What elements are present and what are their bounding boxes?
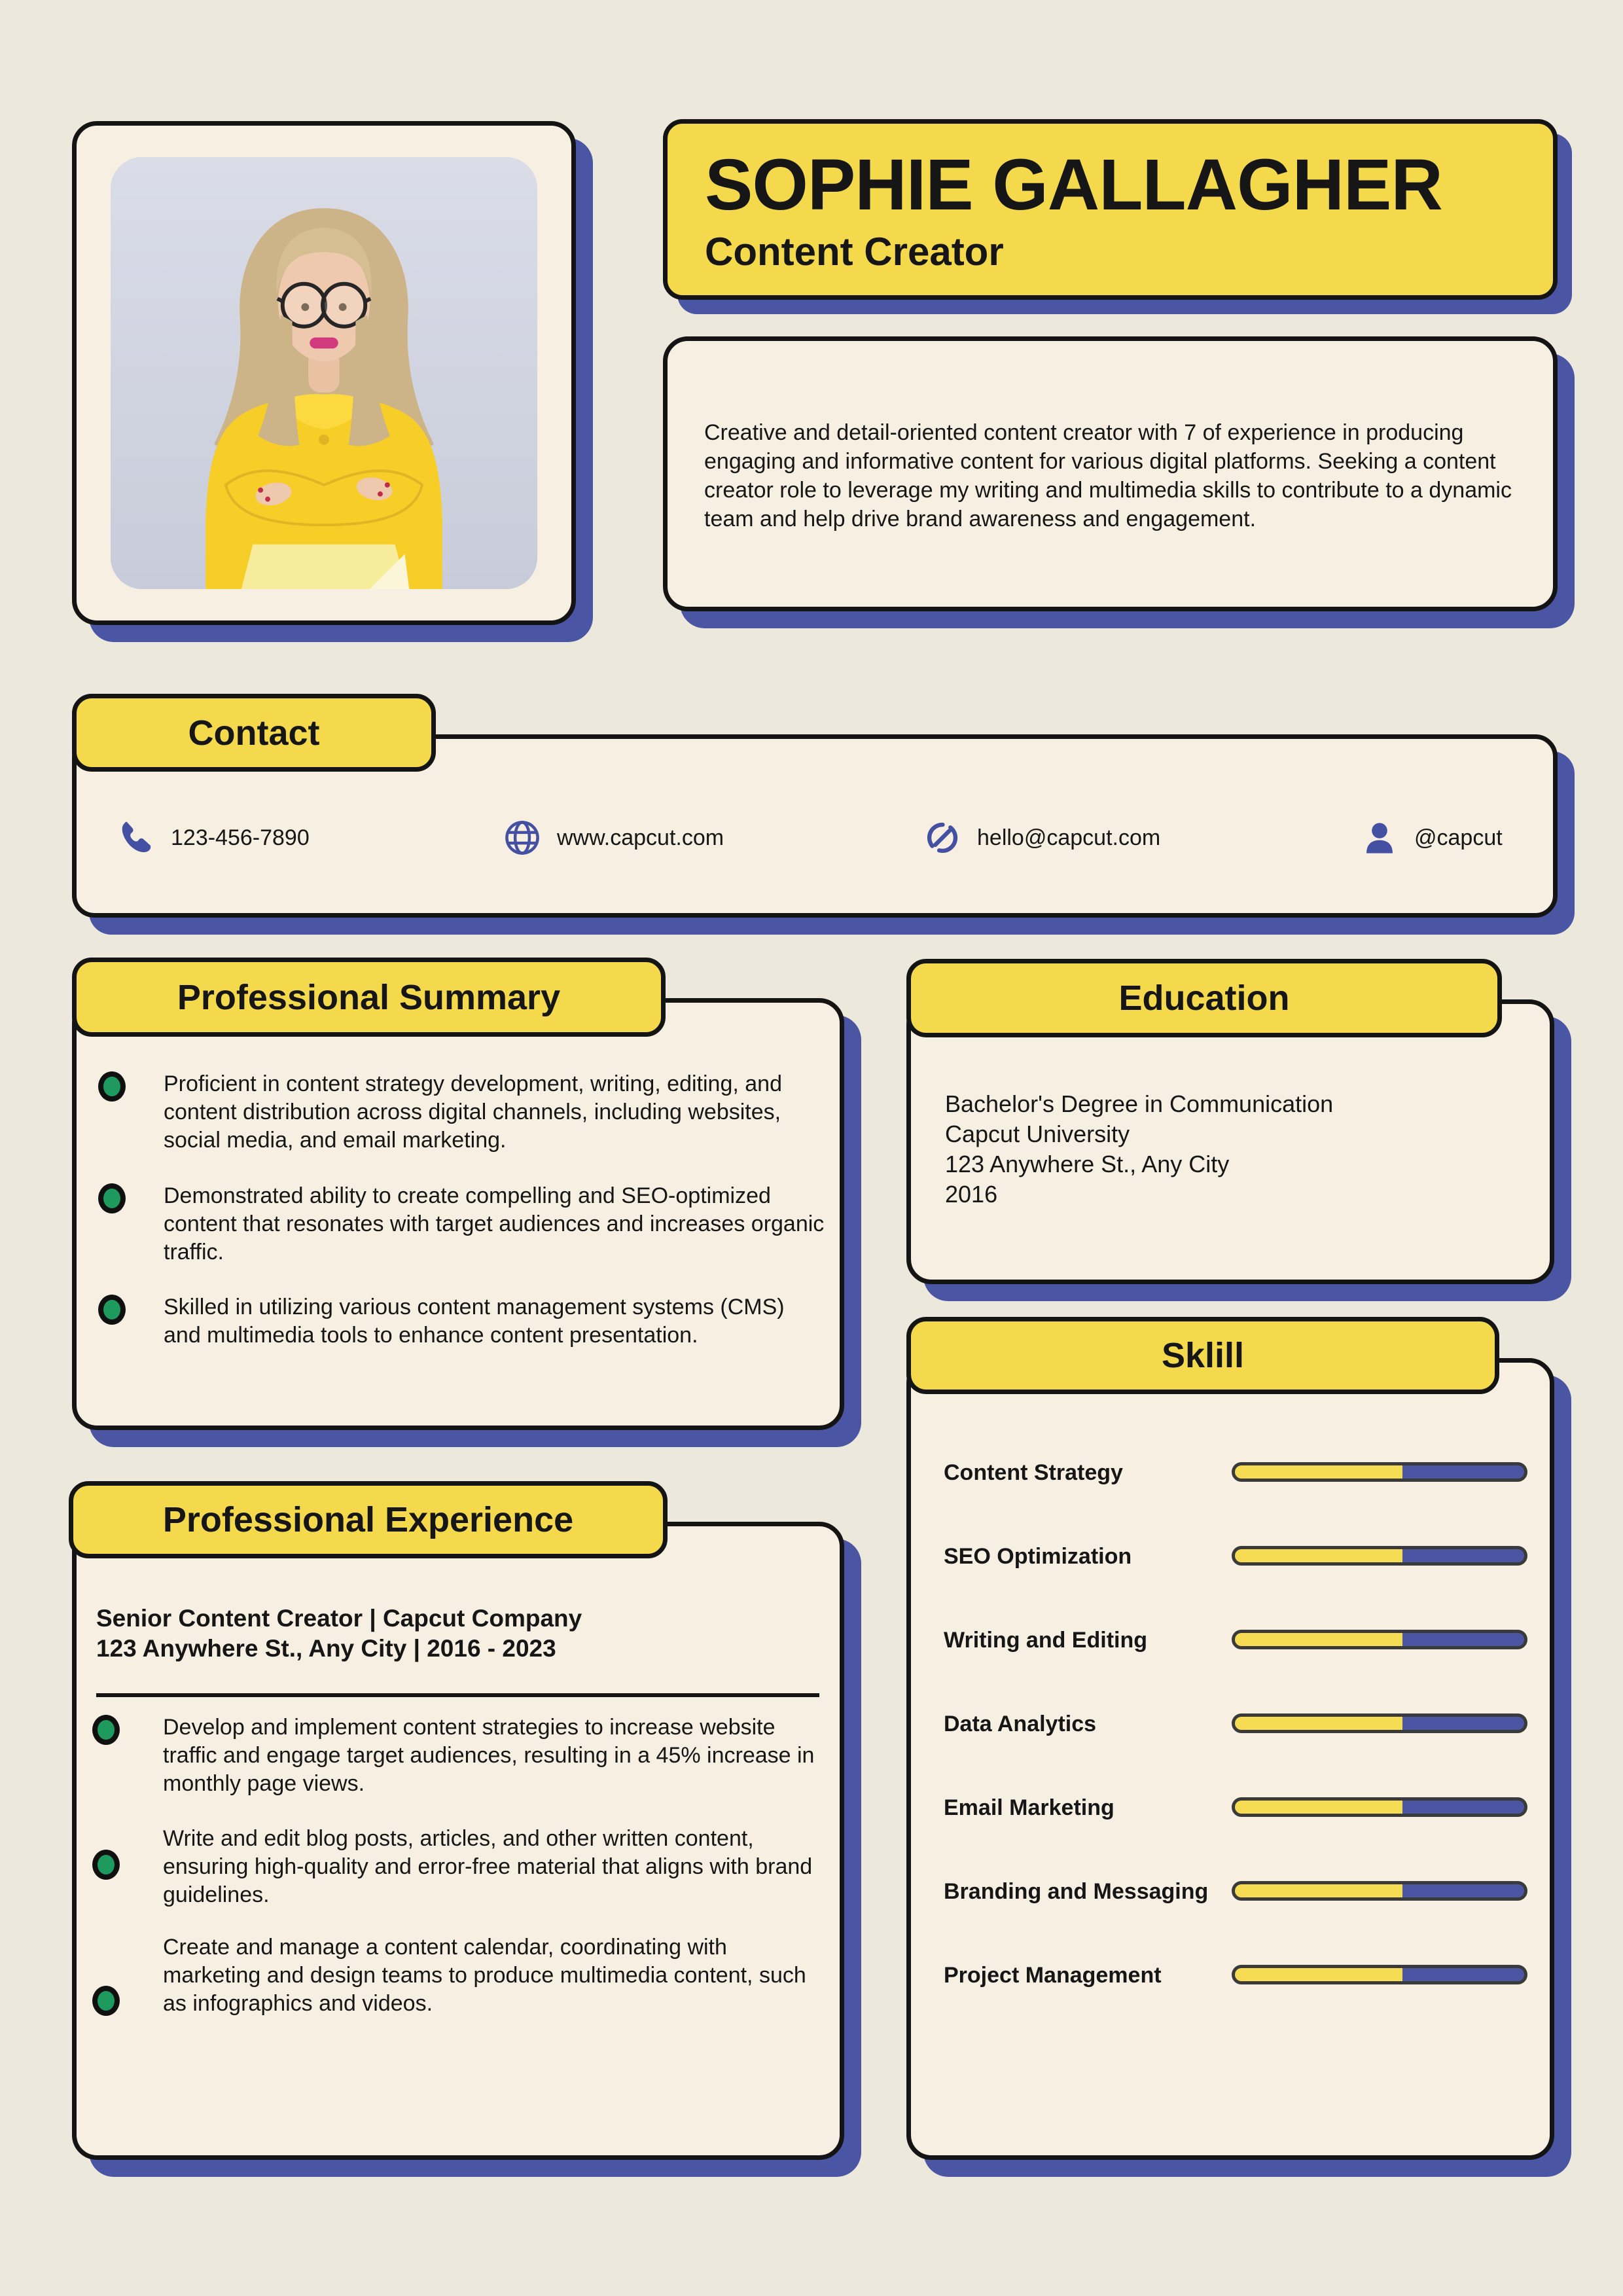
contact-item-social xyxy=(1361,816,1503,859)
summary-bullet-text: Skilled in utilizing various content management systems (CMS) and multimedia tools to enhance content presentation. xyxy=(164,1295,785,1348)
skill-label: Email Marketing xyxy=(944,1795,1115,1820)
education-school: Capcut University xyxy=(945,1121,1130,1147)
bullet-dot-icon xyxy=(98,1071,126,1102)
contact-section-tab xyxy=(72,694,436,772)
education-details xyxy=(945,1089,1333,1210)
summary-bullet-2 xyxy=(98,1182,825,1266)
summary-heading: Professional Summary xyxy=(177,977,561,1017)
contact-item-website xyxy=(503,816,724,859)
education-card xyxy=(906,999,1554,1284)
skill-label: Branding and Messaging xyxy=(944,1879,1209,1904)
about-card xyxy=(663,336,1558,611)
education-address: 123 Anywhere St., Any City xyxy=(945,1151,1230,1177)
skill-progress-bar xyxy=(1232,1797,1527,1817)
profile-photo-illustration xyxy=(111,157,537,589)
education-degree: Bachelor's Degree in Communication xyxy=(945,1090,1334,1117)
experience-bullet-3 xyxy=(92,1933,817,2018)
experience-divider xyxy=(96,1693,819,1697)
skill-progress-fill xyxy=(1235,1884,1402,1897)
summary-bullet-text: Proficient in content strategy development, writing, editing, and content distribution across digital channels, including websites, social media, and email marketing. xyxy=(164,1071,782,1153)
experience-bullet-text: Develop and implement content strategies to increase website traffic and engage target audiences, resulting in a 45% increase in monthly page views. xyxy=(163,1715,815,1796)
contact-website-value: www.capcut.com xyxy=(557,825,724,850)
skill-progress-fill xyxy=(1235,1465,1402,1479)
summary-section-tab xyxy=(72,958,666,1037)
contact-email-value: hello@capcut.com xyxy=(977,825,1161,850)
skill-label: Content Strategy xyxy=(944,1460,1123,1485)
experience-meta: 123 Anywhere St., Any City | 2016 - 2023 xyxy=(96,1635,556,1662)
bullet-dot-icon xyxy=(98,1295,126,1325)
experience-role: Senior Content Creator | Capcut Company xyxy=(96,1605,582,1632)
about-text: Creative and detail-oriented content creator with 7 of experience in producing engaging and informative content for various digital platforms. Seeking a content creator role to leverage my writing and multimedia skills to contribute to a dynamic team and help drive brand awareness and engagement. xyxy=(704,420,1512,531)
phone-icon xyxy=(117,819,155,857)
experience-bullet-text: Write and edit blog posts, articles, and other written content, ensuring high-quality and error-free material that aligns with brand guidelines. xyxy=(163,1826,813,1907)
bullet-dot-icon xyxy=(92,1715,120,1745)
profile-photo xyxy=(111,157,537,589)
experience-bullet-1 xyxy=(92,1713,817,1798)
skills-heading: Sklill xyxy=(1161,1336,1245,1375)
summary-bullet-text: Demonstrated ability to create compelling and SEO-optimized content that resonates with target audiences and increases organic traffic. xyxy=(164,1183,825,1265)
education-section-tab xyxy=(906,959,1502,1037)
skill-row-content-strategy xyxy=(944,1452,1520,1494)
skill-progress-bar xyxy=(1232,1881,1527,1901)
skill-progress-bar xyxy=(1232,1462,1527,1482)
skills-section-tab xyxy=(906,1317,1499,1394)
skill-label: SEO Optimization xyxy=(944,1544,1132,1569)
experience-heading: Professional Experience xyxy=(162,1500,574,1539)
experience-card xyxy=(72,1522,844,2160)
skill-row-writing-editing xyxy=(944,1619,1520,1661)
skill-row-branding-messaging xyxy=(944,1871,1520,1912)
summary-bullet-1 xyxy=(98,1070,825,1155)
education-heading: Education xyxy=(1118,978,1290,1018)
education-year: 2016 xyxy=(945,1181,998,1208)
skill-label: Data Analytics xyxy=(944,1712,1097,1736)
bullet-dot-icon xyxy=(92,1850,120,1880)
contact-heading: Contact xyxy=(188,713,320,753)
skill-progress-fill xyxy=(1235,1549,1402,1562)
skill-progress-bar xyxy=(1232,1546,1527,1566)
experience-section-tab xyxy=(69,1481,668,1558)
skill-progress-fill xyxy=(1235,1801,1402,1814)
bullet-dot-icon xyxy=(92,1986,120,2016)
skill-row-email-marketing xyxy=(944,1787,1520,1829)
contact-phone-value: 123-456-7890 xyxy=(171,825,310,850)
skill-row-project-management xyxy=(944,1954,1520,1996)
skill-progress-fill xyxy=(1235,1717,1402,1730)
skills-card xyxy=(906,1358,1554,2160)
experience-job-header xyxy=(96,1604,582,1664)
globe-icon xyxy=(503,819,541,857)
bullet-dot-icon xyxy=(98,1183,126,1213)
person-title: Content Creator xyxy=(705,230,1004,274)
skill-progress-fill xyxy=(1235,1968,1402,1981)
name-card xyxy=(663,119,1558,300)
skill-label: Project Management xyxy=(944,1963,1162,1988)
skill-row-seo-optimization xyxy=(944,1535,1520,1577)
skill-row-data-analytics xyxy=(944,1703,1520,1745)
person-name: SOPHIE GALLAGHER xyxy=(705,145,1442,225)
skill-label: Writing and Editing xyxy=(944,1628,1147,1653)
contact-item-phone xyxy=(117,816,310,859)
person-icon xyxy=(1361,819,1399,857)
contact-social-value: @capcut xyxy=(1414,825,1503,850)
contact-item-email xyxy=(923,816,1160,859)
experience-bullet-text: Create and manage a content calendar, coordinating with marketing and design teams to produce multimedia content, such as infographics and videos. xyxy=(163,1935,806,2016)
skill-progress-bar xyxy=(1232,1630,1527,1649)
summary-bullet-3 xyxy=(98,1293,825,1350)
link-icon xyxy=(923,819,961,857)
photo-card xyxy=(72,121,576,625)
skill-progress-fill xyxy=(1235,1633,1402,1646)
skill-progress-bar xyxy=(1232,1713,1527,1733)
skill-progress-bar xyxy=(1232,1965,1527,1984)
experience-bullet-2 xyxy=(92,1825,817,1909)
